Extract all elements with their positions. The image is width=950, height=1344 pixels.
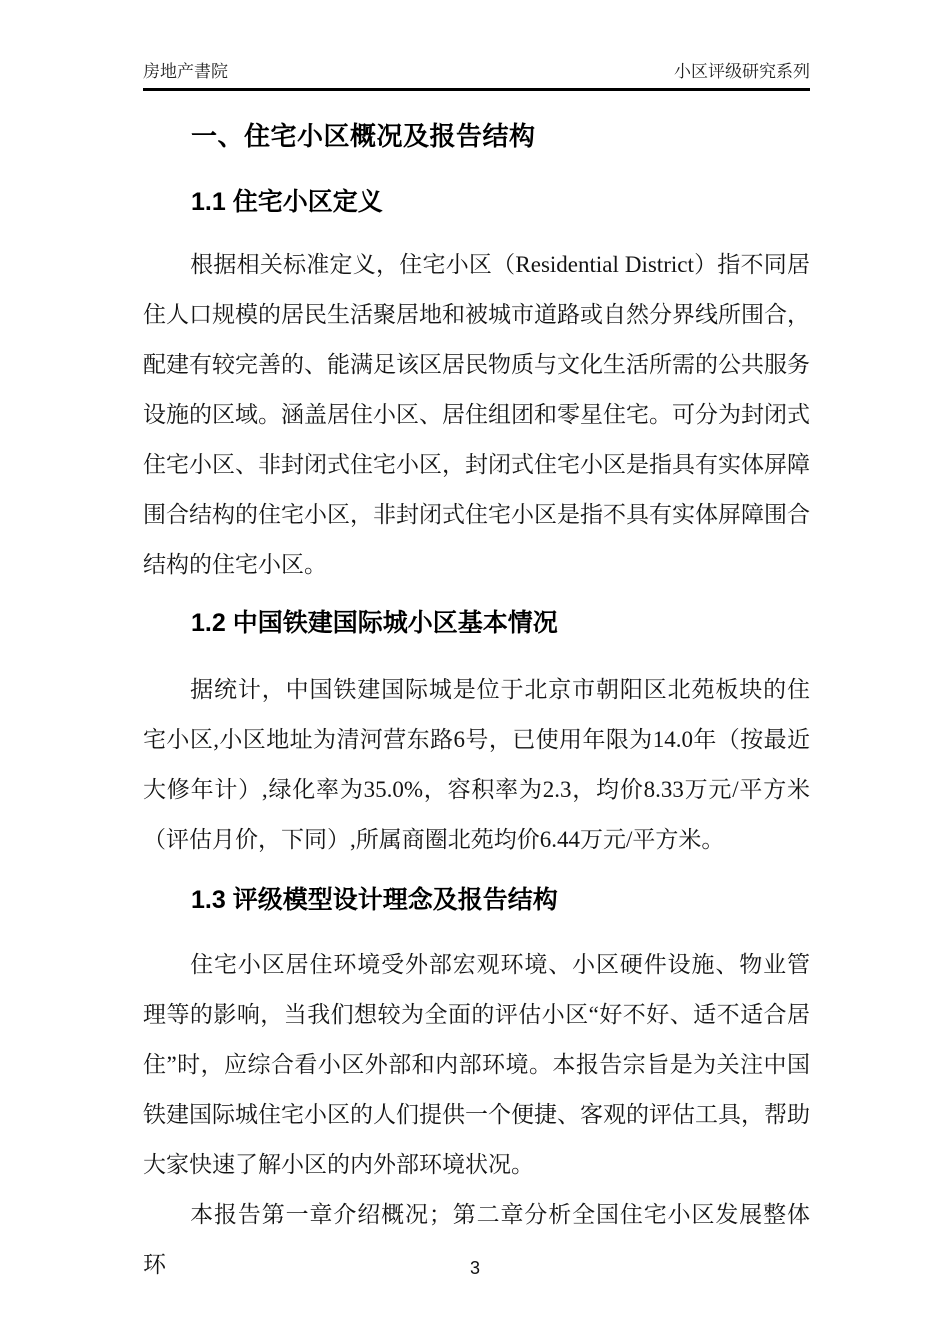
section-heading-1-3: 1.3 评级模型设计理念及报告结构: [191, 886, 558, 914]
page-number: 3: [469, 1258, 480, 1278]
header-left-text: 房地产書院: [143, 62, 228, 81]
page-footer: [0, 1255, 950, 1281]
paragraph-report-structure: 本报告第一章介绍概况；第二章分析全国住宅小区发展整体环: [143, 1202, 810, 1277]
section-heading-1-1: 1.1 住宅小区定义: [191, 188, 383, 216]
document-title: 一、住宅小区概况及报告结构: [191, 121, 536, 151]
paragraph-model-concept: 住宅小区居住环境受外部宏观环境、小区硬件设施、物业管理等的影响，当我们想较为全面的评估小区“好不好、适不适合居住”时，应综合看小区外部和内部环境。本报告宗旨是为关注中国铁建国际城住宅小区的人们提供一个便捷、客观的评估工具，帮助大家快速了解小区的内外部环境状况。: [143, 952, 810, 1177]
page-body: [143, 119, 810, 1290]
page-header: [143, 62, 810, 91]
paragraph-basic-info: 据统计，中国铁建国际城是位于北京市朝阳区北苑板块的住宅小区,小区地址为清河营东路6号，已使用年限为14.0年（按最近大修年计）,绿化率为35.0%，容积率为2.3，均价8.33万元/平方米（评估月价，下同）,所属商圈北苑均价6.44万元/平方米。: [143, 677, 810, 852]
header-right-text: 小区评级研究系列: [674, 62, 810, 81]
paragraph-definition: 根据相关标准定义，住宅小区（Residential District）指不同居住人口规模的居民生活聚居地和被城市道路或自然分界线所围合，配建有较完善的、能满足该区居民物质与文化生活所需的公共服务设施的区域。涵盖居住小区、居住组团和零星住宅。可分为封闭式住宅小区、非封闭式住宅小区，封闭式住宅小区是指具有实体屏障围合结构的住宅小区，非封闭式住宅小区是指不具有实体屏障围合结构的住宅小区。: [143, 252, 810, 577]
section-heading-1-2: 1.2 中国铁建国际城小区基本情况: [191, 609, 558, 637]
